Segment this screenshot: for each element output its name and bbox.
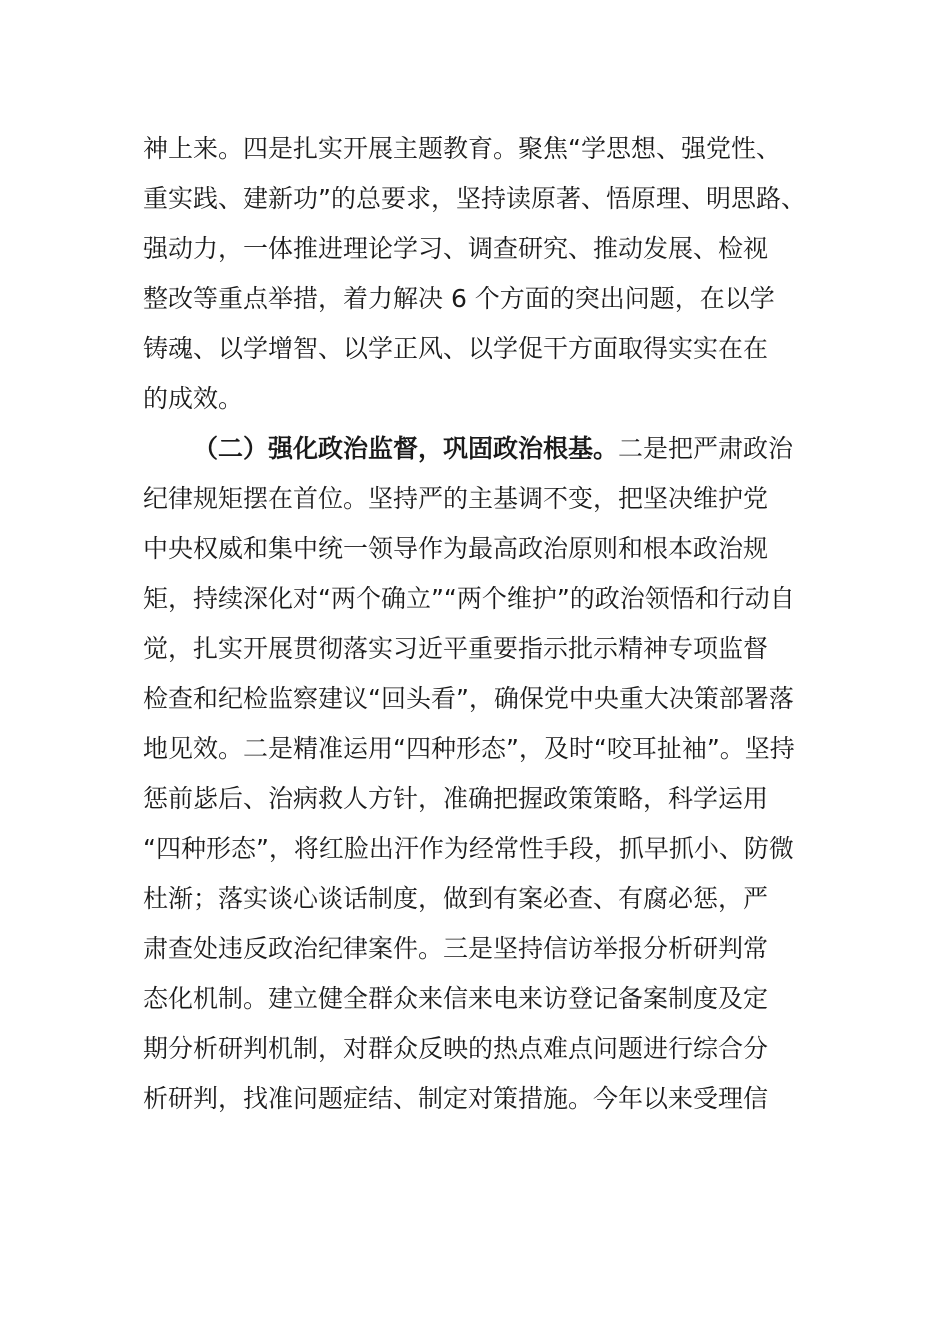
text-line: 期分析研判机制，对群众反映的热点难点问题进行综合分 [143, 1034, 769, 1063]
text-line: 析研判，找准问题症结、制定对策措施。今年以来受理信 [143, 1084, 769, 1113]
text-line: 觉，扎实开展贯彻落实习近平重要指示批示精神专项监督 [143, 634, 769, 663]
text-line: 中央权威和集中统一领导作为最高政治原则和根本政治规 [143, 534, 769, 563]
text-line: 杜渐；落实谈心谈话制度，做到有案必查、有腐必惩，严 [143, 884, 769, 913]
text-line: 矩，持续深化对“两个确立”“两个维护”的政治领悟和行动自 [143, 584, 795, 613]
text-line: 重实践、建新功”的总要求，坚持读原著、悟原理、明思路、 [143, 184, 806, 213]
text-line: 检查和纪检监察建议“回头看”，确保党中央重大决策部署落 [143, 684, 794, 713]
body-text [143, 124, 823, 1124]
text-line: 的成效。 [143, 384, 244, 413]
text-line: 态化机制。建立健全群众来信来电来访登记备案制度及定 [143, 984, 769, 1013]
text-line: 整改等重点举措，着力解决 6 个方面的突出问题，在以学 [143, 284, 775, 313]
text-line: 地见效。二是精准运用“四种形态”，及时“咬耳扯袖”。坚持 [143, 734, 795, 763]
text-run: 二是把严肃政治 [618, 434, 794, 463]
text-line: 惩前毖后、治病救人方针，准确把握政策策略，科学运用 [143, 784, 769, 813]
text-line: “四种形态”，将红脸出汗作为经常性手段，抓早抓小、防微 [143, 834, 794, 863]
text-line: 铸魂、以学增智、以学正风、以学促干方面取得实实在在 [143, 334, 769, 363]
section-heading: （二）强化政治监督，巩固政治根基。 [193, 434, 619, 463]
text-line: 神上来。四是扎实开展主题教育。聚焦“学思想、强党性、 [143, 134, 781, 163]
text-line: 肃查处违反政治纪律案件。三是坚持信访举报分析研判常 [143, 934, 769, 963]
text-line: 强动力，一体推进理论学习、调查研究、推动发展、检视 [143, 234, 769, 263]
text-line: 纪律规矩摆在首位。坚持严的主基调不变，把坚决维护党 [143, 484, 769, 513]
paragraph-first-line [143, 424, 823, 474]
